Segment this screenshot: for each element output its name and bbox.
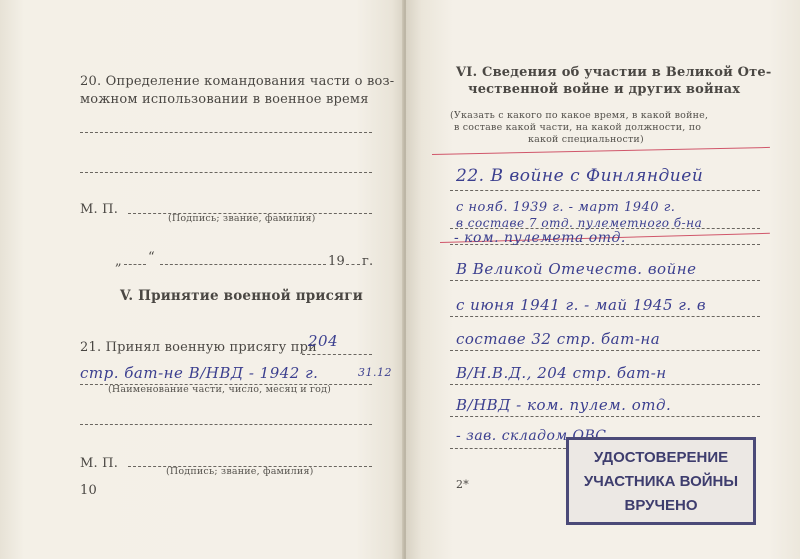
item21-handwritten-1: 204 — [308, 332, 339, 350]
item20-line1: 20. Определение командования части о воз- — [80, 74, 395, 89]
handwritten-line-6: с июня 1941 г. - май 1945 г. в — [456, 296, 707, 314]
mp-label: М. П. — [80, 202, 119, 217]
date-quote-close: “ — [148, 250, 155, 265]
dotted-line — [450, 384, 760, 385]
handwritten-line-5: В Великой Отечеств. войне — [456, 260, 697, 278]
page-number: 10 — [80, 483, 97, 498]
dotted-line — [80, 172, 372, 173]
dotted-line — [80, 424, 372, 425]
item20-line2: можном использовании в военное время — [80, 92, 369, 107]
section5-title: V. Принятие военной присяги — [120, 288, 363, 304]
mp2-label: М. П. — [80, 456, 119, 471]
dotted-line — [450, 448, 566, 449]
handwritten-line-9: В/НВД - ком. пулем. отд. — [456, 396, 672, 414]
stamp-line-1: УДОСТОВЕРЕНИЕ — [593, 449, 729, 466]
signature-caption-2: (Подпись; звание, фамилия) — [166, 466, 314, 477]
unit-caption: (Наименование части, число, месяц и год) — [108, 384, 332, 395]
veteran-certificate-stamp — [566, 437, 756, 525]
section6-line2: чественной войне и других войнах — [468, 82, 741, 97]
date-day-line — [124, 264, 146, 265]
handwritten-line-3: в составе 7 отд. пулеметного б-на — [456, 216, 703, 230]
stamp-line-2: УЧАСТНИКА ВОЙНЫ — [583, 473, 739, 490]
item21-line — [302, 354, 372, 355]
item21-text: 21. Принял военную присягу при — [80, 340, 318, 355]
date-quote-open: „ — [115, 254, 122, 269]
stamp-line-3: ВРУЧЕНО — [624, 497, 698, 514]
dotted-line — [80, 132, 372, 133]
footer-mark: 2* — [456, 478, 469, 491]
signature-caption: (Подпись; звание, фамилия) — [168, 213, 316, 224]
handwritten-line-2: с нояб. 1939 г. - март 1940 г. — [456, 200, 676, 215]
instruction-3: какой специальности) — [528, 134, 644, 145]
handwritten-line-7: составе 32 стр. бат-на — [456, 330, 661, 348]
dotted-line — [450, 416, 760, 417]
handwritten-line-1: 22. В войне с Финляндией — [456, 166, 704, 186]
instruction-1: (Указать с какого по какое время, в какой войне, — [450, 110, 709, 121]
handwritten-line-8: В/Н.В.Д., 204 стр. бат-н — [456, 364, 667, 382]
handwritten-line-10: - зав. складом ОВС — [456, 428, 607, 444]
dotted-line — [450, 350, 760, 351]
instruction-2: в составе какой части, на какой должности, по — [454, 122, 702, 133]
section6-line1: VI. Сведения об участии в Великой Оте- — [456, 65, 772, 80]
item21-handwritten-date: 31.12 — [358, 366, 392, 379]
date-year-suffix: 19 — [328, 254, 345, 269]
date-month-line — [160, 264, 326, 265]
dotted-line — [450, 316, 760, 317]
handwritten-line-4: - ком. пулемета отд. — [454, 230, 626, 246]
date-g: г. — [362, 254, 374, 269]
dotted-line — [450, 280, 760, 281]
item21-handwritten-2: стр. бат-не В/НВД - 1942 г. — [80, 364, 319, 382]
date-year-line — [346, 264, 360, 265]
dotted-line — [450, 190, 760, 191]
